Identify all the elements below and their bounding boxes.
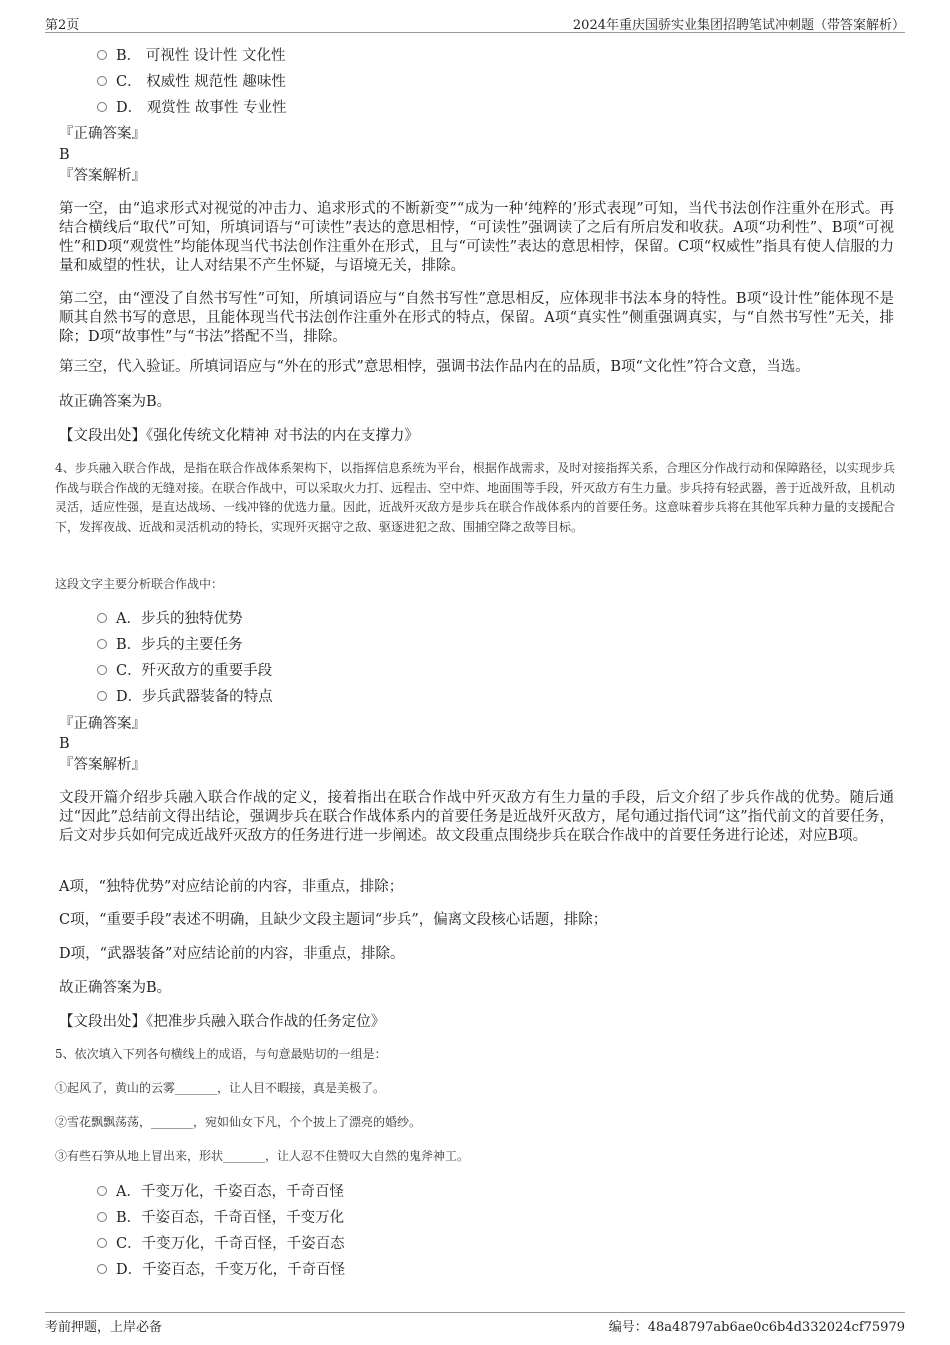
radio-icon[interactable] [97, 665, 107, 675]
radio-icon[interactable] [97, 1264, 107, 1274]
q5-option-a[interactable]: A．千变万化，千姿百态，千奇百怪 [97, 1182, 344, 1202]
radio-icon[interactable] [97, 76, 107, 86]
q3-analysis-para-2: 第二空，由“湮没了自然书写性”可知，所填词语应与“自然书写性”意思相反，应体现非书法本身的特性。B项“设计性”能体现不是顺其自然书写的意思，且能体现当代书法创作注重外在形式的特点，保留。A项“真实性”侧重强调真实，与“自然书写性”无关，排除；D项“故事性”与“书法”搭配不当，排除。 [59, 291, 894, 345]
q4-answer-title: 『正确答案』 [59, 716, 146, 732]
q4-conclusion: 故正确答案为B。 [59, 980, 172, 996]
q3-option-c[interactable]: C． 权威性 规范性 趣味性 [97, 72, 286, 92]
radio-icon[interactable] [97, 639, 107, 649]
radio-icon[interactable] [97, 1212, 107, 1222]
q4-analysis-para-2: A项，“独特优势”对应结论前的内容，非重点，排除； [59, 879, 404, 895]
q4-analysis-para-1: 文段开篇介绍步兵融入联合作战的定义，接着指出在联合作战中歼灭敌方有生力量的手段，后文介绍了步兵作战的优势。随后通过“因此”总结前文得出结论，强调步兵在联合作战体系内的首要任务是近战歼灭敌方，尾句通过指代词“这”指代前文的首要任务，后文对步兵如何完成近战歼灭敌方的任务进行进一步阐述。故文段重点围绕步兵在联合作战中的首要任务进行论述，对应B项。 [59, 790, 894, 844]
q5-stem: 5、依次填入下列各句横线上的成语，与句意最贴切的一组是： [55, 1047, 387, 1061]
q5-option-b[interactable]: B．千姿百态，千奇百怪，千变万化 [97, 1208, 344, 1228]
q4-stem: 4、步兵融入联合作战，是指在联合作战体系架构下，以指挥信息系统为平台，根据作战需求，及时对接指挥关系，合理区分作战行动和保障路径，以实现步兵作战与联合作战的无缝对接。在联合作战中，可以采取火力打、远程击、空中炸、地面围等手段，歼灭敌方有生力量。步兵持有轻武器，善于近战歼敌，且机动灵活，适应性强，是直达战场、一线冲锋的优选力量。因此，近战歼灭敌方是步兵在联合作战体系内的首要任务。这意味着步兵将在其他军兵种力量的支援配合下，发挥夜战、近战和灵活机动的特长，实现歼灭据守之敌、驱逐进犯之敌、围捕空降之敌等目标。 [55, 461, 896, 534]
q5-option-c[interactable]: C．千变万化，千奇百怪，千姿百态 [97, 1234, 345, 1254]
radio-icon[interactable] [97, 102, 107, 112]
q3-answer-title: 『正确答案』 [59, 126, 146, 142]
footer-slogan: 考前押题，上岸必备 [45, 1320, 163, 1335]
q5-sentence-1: ①起风了，黄山的云雾_______，让人目不暇接，真是美极了。 [55, 1081, 386, 1095]
q4-option-a[interactable]: A．步兵的独特优势 [97, 609, 242, 629]
radio-icon[interactable] [97, 50, 107, 60]
q3-analysis-title: 『答案解析』 [59, 168, 146, 184]
q3-analysis-para-3: 第三空，代入验证。所填词语应与“外在的形式”意思相悖，强调书法作品内在的品质，B项“文化性”符合文意，当选。 [59, 359, 810, 375]
q4-analysis-para-4: D项，“武器装备”对应结论前的内容，非重点，排除。 [59, 946, 405, 962]
q3-option-d[interactable]: D． 观赏性 故事性 专业性 [97, 98, 286, 118]
document-title: 2024年重庆国骄实业集团招聘笔试冲刺题（带答案解析） [572, 18, 905, 33]
radio-icon[interactable] [97, 691, 107, 701]
page-number: 第2页 [45, 18, 80, 33]
q3-option-b[interactable]: B． 可视性 设计性 文化性 [97, 46, 285, 66]
q4-option-c[interactable]: C．歼灭敌方的重要手段 [97, 661, 272, 681]
q5-option-d[interactable]: D．千姿百态，千变万化，千奇百怪 [97, 1260, 345, 1280]
q5-sentence-3: ③有些石笋从地上冒出来，形状_______，让人忍不住赞叹大自然的鬼斧神工。 [55, 1149, 470, 1163]
q3-source: 【文段出处】《强化传统文化精神 对书法的内在支撑力》 [59, 428, 419, 444]
footer-serial: 编号：48a48797ab6ae0c6b4d332024cf75979 [608, 1320, 905, 1335]
q4-analysis-title: 『答案解析』 [59, 757, 146, 773]
radio-icon[interactable] [97, 1186, 107, 1196]
q3-conclusion: 故正确答案为B。 [59, 394, 172, 410]
q5-sentence-2: ②雪花飘飘荡荡，_______，宛如仙女下凡，个个披上了漂亮的婚纱。 [55, 1115, 422, 1129]
q4-source: 【文段出处】《把准步兵融入联合作战的任务定位》 [59, 1014, 386, 1030]
page-header [45, 14, 905, 33]
q4-option-d[interactable]: D．步兵武器装备的特点 [97, 687, 273, 707]
q4-answer: B [59, 736, 70, 752]
q4-question: 这段文字主要分析联合作战中： [55, 577, 224, 591]
q4-option-b[interactable]: B．步兵的主要任务 [97, 635, 243, 655]
q3-analysis-para-1: 第一空，由“追求形式对视觉的冲击力、追求形式的不断新变”“成为一种‘纯粹的’形式表现”可知，当代书法创作注重外在形式。再结合横线后“取代”可知，所填词语与“可读性”表达的意思相悖，“可读性”强调读了之后有所启发和收获。A项“功利性”、B项“可视性”和D项“观赏性”均能体现当代书法创作注重外在形式，且与“可读性”表达的意思相悖，保留。C项“权威性”指具有使人信服的力量和威望的性状，让人对结果不产生怀疑，与语境无关，排除。 [59, 201, 894, 274]
q3-answer: B [59, 147, 70, 163]
page-footer [45, 1312, 905, 1335]
radio-icon[interactable] [97, 613, 107, 623]
q4-analysis-para-3: C项，“重要手段”表述不明确，且缺少文段主题词“步兵”，偏离文段核心话题，排除； [59, 912, 608, 928]
radio-icon[interactable] [97, 1238, 107, 1248]
